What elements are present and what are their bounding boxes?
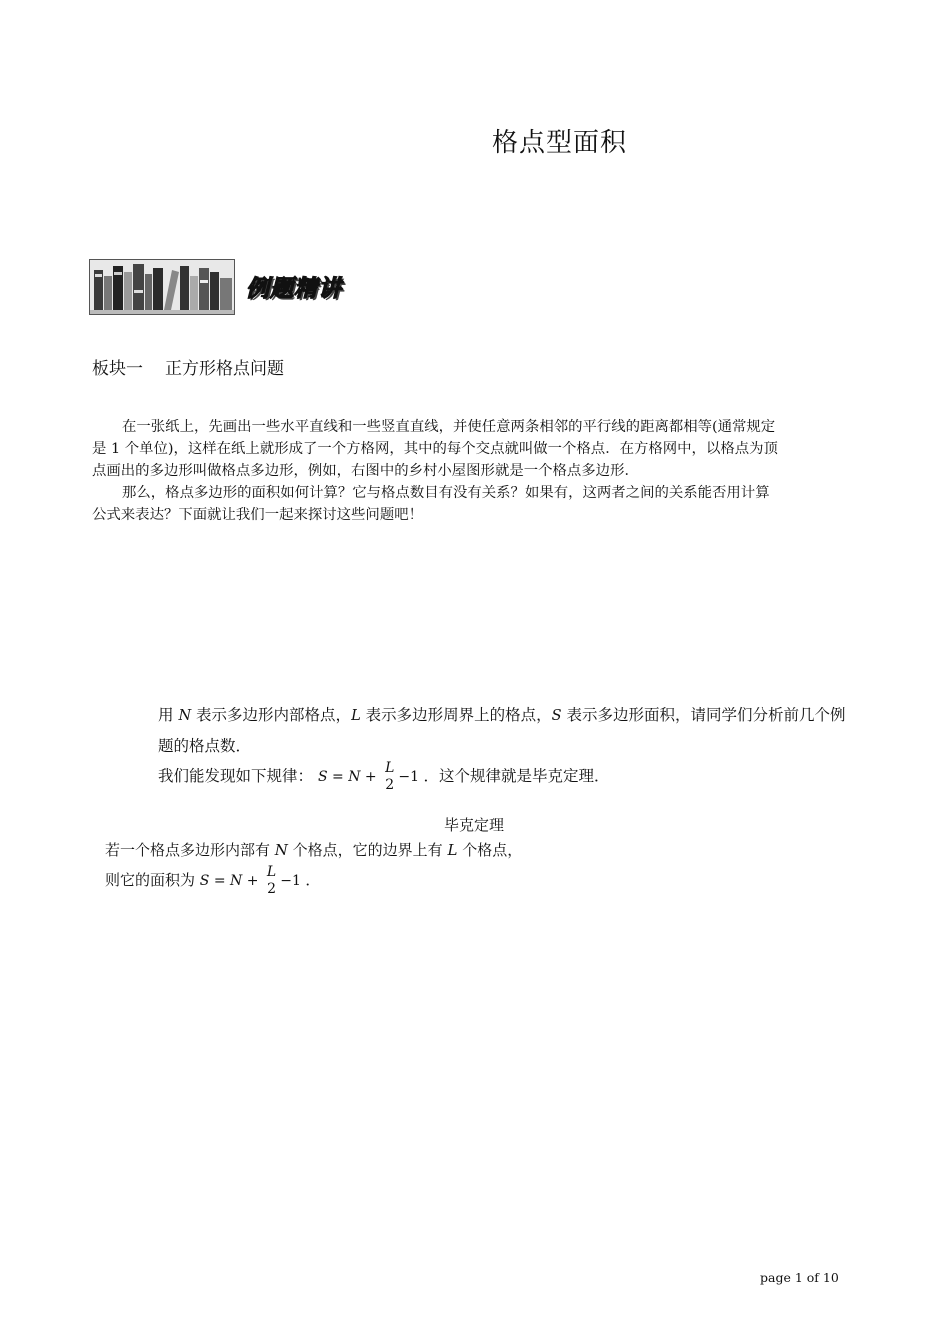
theorem-text: 则它的面积为 bbox=[105, 871, 196, 889]
section-number: 板块一 bbox=[92, 359, 143, 379]
note-text: 表示多边形内部格点， bbox=[191, 706, 352, 724]
theorem-line-2 bbox=[105, 864, 320, 898]
fraction-numerator: L bbox=[385, 760, 395, 776]
section-heading bbox=[92, 354, 284, 379]
formula-plus: + bbox=[242, 873, 263, 889]
formula-tail: −1 bbox=[398, 769, 420, 785]
books-banner-image bbox=[89, 259, 235, 315]
note-line-1 bbox=[158, 703, 888, 725]
var-n: N bbox=[178, 708, 192, 724]
formula-n: N bbox=[348, 769, 361, 785]
books-icon bbox=[90, 260, 235, 315]
fraction-denominator: 2 bbox=[267, 881, 277, 897]
theorem-text: 个格点，它的边界上有 bbox=[287, 841, 448, 859]
note-text: 我们能发现如下规律： bbox=[158, 767, 314, 785]
note-text: ．这个规律就是毕克定理． bbox=[423, 767, 610, 785]
example-banner-label: 例题精讲 bbox=[246, 276, 342, 302]
formula-n: N bbox=[230, 873, 243, 889]
note-text: 用 bbox=[158, 706, 179, 724]
theorem-text: 若一个格点多边形内部有 bbox=[105, 841, 275, 859]
theorem-text: ． bbox=[305, 871, 321, 889]
page-number: page 1 of 10 bbox=[760, 1270, 839, 1285]
formula-s: S bbox=[317, 769, 328, 785]
theorem-title: 毕克定理 bbox=[444, 816, 505, 834]
note-line-3 bbox=[158, 760, 888, 794]
var-l: L bbox=[351, 708, 361, 724]
var-l: L bbox=[447, 841, 458, 859]
formula-fraction bbox=[265, 864, 278, 898]
formula-eq: = bbox=[209, 873, 231, 889]
formula-tail: −1 bbox=[280, 873, 301, 889]
formula-fraction bbox=[383, 760, 396, 794]
note-text: 表示多边形周界上的格点， bbox=[360, 706, 552, 724]
var-s: S bbox=[551, 708, 562, 724]
formula-s: S bbox=[199, 873, 210, 889]
pick-formula bbox=[317, 760, 424, 793]
var-n: N bbox=[274, 841, 288, 859]
intro-p2-line: 那么，格点多边形的面积如何计算？它与格点数目有没有关系？如果有，这两者之间的关系能否用计算 bbox=[122, 485, 770, 501]
theorem-line-1 bbox=[105, 839, 522, 860]
formula-plus: + bbox=[360, 769, 382, 785]
fraction-denominator: 2 bbox=[385, 777, 395, 793]
note-text: 题的格点数． bbox=[158, 737, 252, 755]
fraction-numerator: L bbox=[266, 864, 277, 880]
intro-p1-line: 在一张纸上，先画出一些水平直线和一些竖直直线，并使任意两条相邻的平行线的距离都相等(通常规定 bbox=[122, 419, 776, 435]
intro-p1-line: 点画出的多边形叫做格点多边形，例如，右图中的乡村小屋图形就是一个格点多边形． bbox=[92, 463, 639, 479]
theorem-text: 个格点， bbox=[457, 841, 523, 859]
note-text: 表示多边形面积，请同学们分析前几个例 bbox=[561, 706, 846, 724]
intro-paragraph-1 bbox=[92, 416, 884, 482]
intro-p1-line: 是 1 个单位)，这样在纸上就形成了一个方格网，其中的每个交点就叫做一个格点．在方格网中，以格点为顶 bbox=[92, 441, 778, 457]
intro-paragraph-2 bbox=[92, 482, 884, 526]
section-title: 正方形格点问题 bbox=[165, 359, 284, 379]
page-title: 格点型面积 bbox=[492, 128, 628, 158]
note-line-2 bbox=[158, 734, 888, 756]
formula-eq: = bbox=[327, 769, 349, 785]
intro-p2-line: 公式来表达？下面就让我们一起来探讨这些问题吧！ bbox=[92, 507, 423, 523]
pick-formula-theorem bbox=[199, 864, 306, 897]
